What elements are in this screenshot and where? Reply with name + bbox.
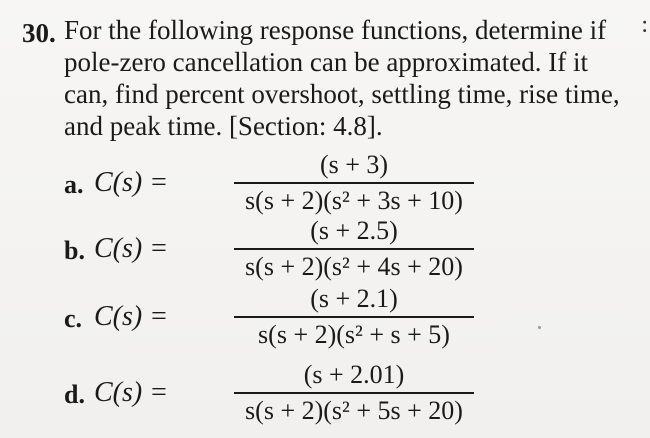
problem-line: and peak time. [Section: 4.8].: [64, 111, 383, 141]
transfer-function-lhs: C(s) =: [94, 167, 169, 198]
problem-statement: [64, 14, 634, 142]
part-label: d.: [64, 380, 85, 409]
numerator: (s + 2.5): [310, 216, 398, 245]
transfer-function-lhs: C(s) =: [94, 301, 169, 332]
fraction-bar: [234, 248, 474, 250]
denominator: s(s + 2)(s² + 5s + 20): [245, 396, 463, 425]
fraction: [234, 216, 474, 282]
numerator: (s + 3): [319, 150, 389, 179]
fraction: [234, 150, 474, 216]
part-label: b.: [64, 236, 85, 265]
denominator: s(s + 2)(s² + 4s + 20): [245, 252, 463, 281]
page-edge-mark: :: [641, 12, 648, 38]
numerator: (s + 2.1): [310, 284, 398, 313]
transfer-function-lhs: C(s) =: [94, 377, 169, 408]
problem-line: can, find percent overshoot, settling time, rise time,: [64, 79, 620, 109]
part-label: c.: [64, 304, 83, 333]
part-a: [64, 150, 463, 216]
denominator: s(s + 2)(s² + s + 5): [258, 320, 450, 349]
denominator: s(s + 2)(s² + 3s + 10): [245, 186, 463, 215]
fraction: [234, 360, 474, 426]
fraction: [234, 284, 474, 350]
part-d: [64, 360, 463, 426]
transfer-function-lhs: C(s) =: [94, 233, 169, 264]
part-b: [64, 216, 463, 282]
part-label: a.: [64, 170, 84, 199]
problem-line: For the following response functions, determine if: [64, 15, 607, 45]
fraction-bar: [234, 182, 474, 184]
part-c: [64, 284, 450, 350]
problem-number: 30.: [22, 18, 56, 48]
fraction-bar: [234, 316, 474, 318]
speck-mark: [538, 326, 541, 329]
fraction-bar: [234, 392, 474, 394]
problem-line: pole-zero cancellation can be approximated. If it: [64, 47, 588, 77]
numerator: (s + 2.01): [303, 360, 405, 389]
